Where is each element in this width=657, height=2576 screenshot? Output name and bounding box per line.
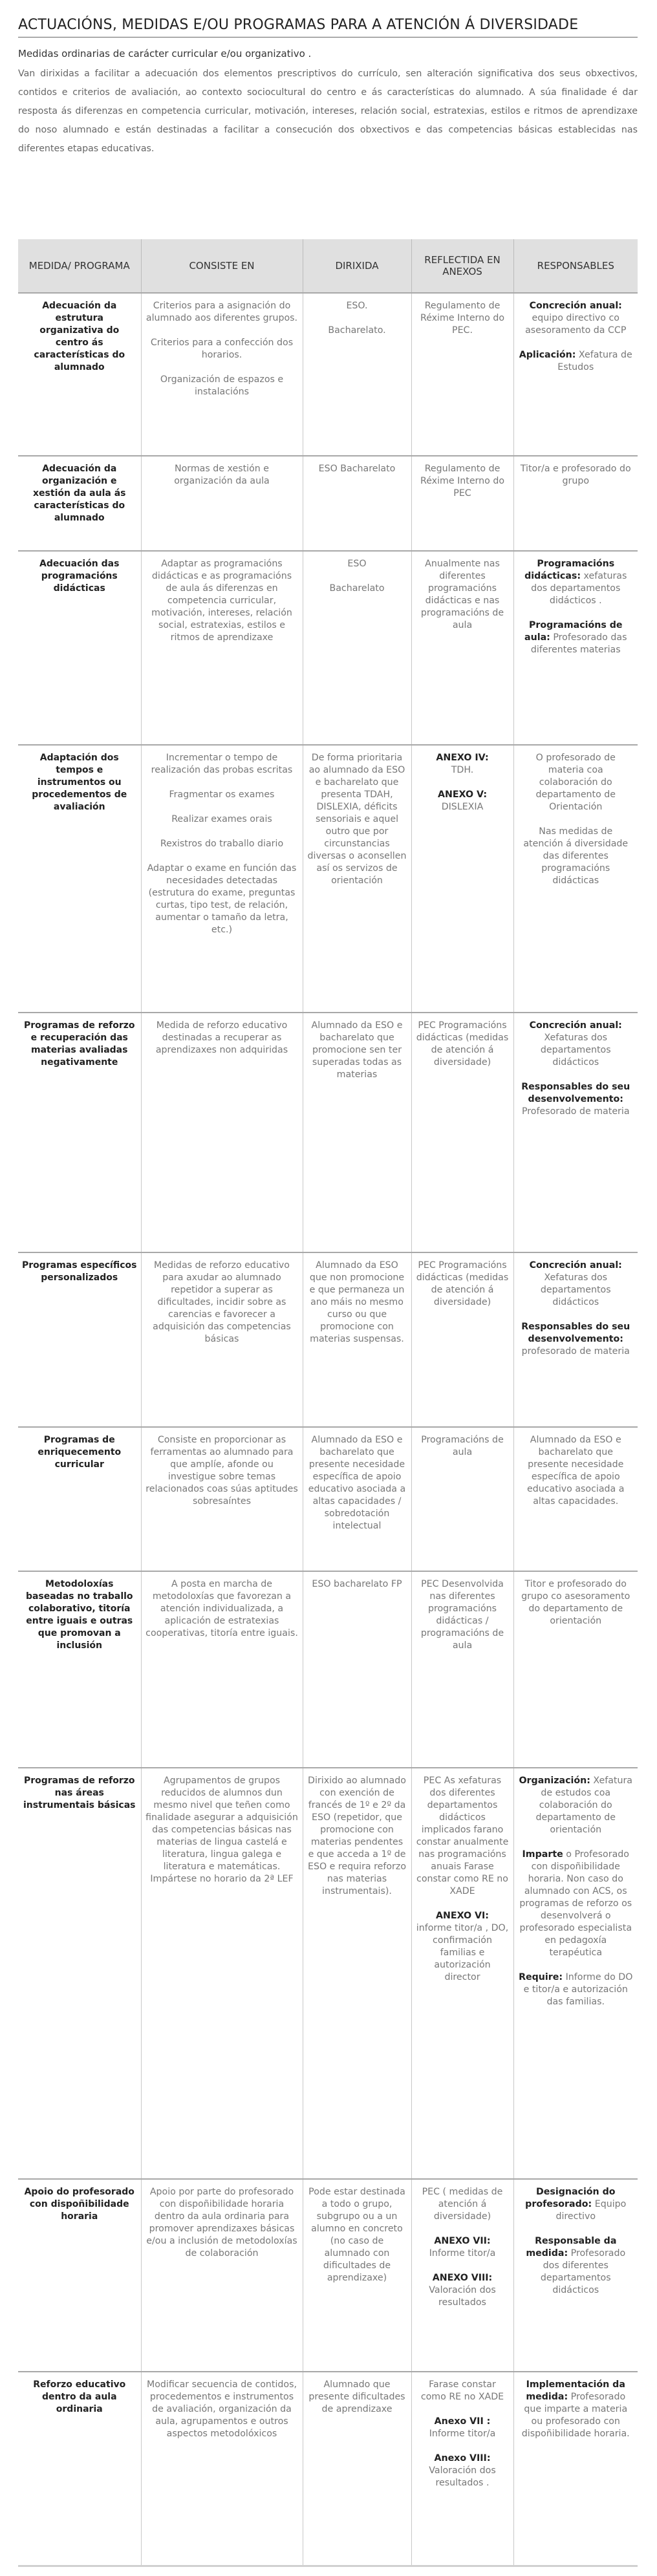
responsables-item-text: Profesorado dos diferentes departamentos didácticos (540, 2248, 626, 2296)
responsables-item (518, 463, 634, 488)
reflectida-item-text: PEC As xefaturas dos diferentes departamentos didácticos implicados farano constar anualmente nas programacións anuais Farase constar como RE no XADE (416, 1776, 509, 1897)
cell-dirixida (303, 551, 411, 745)
responsables-item-text: Profesorado das diferentes materias (530, 632, 627, 655)
cell-responsables (513, 1013, 638, 1252)
responsables-item (518, 1849, 634, 1959)
responsables-item-label: Responsables do seu desenvolvemento: (521, 1321, 630, 1344)
cell-medida: Reforzo educativo dentro da aula ordinaria (33, 2379, 126, 2415)
reflectida-item: PEC Programacións didácticas (medidas de atención á diversidade) (416, 1260, 509, 1307)
responsables-item-label: Implementación da medida: (526, 2379, 625, 2403)
table-row (18, 1252, 638, 1427)
responsables-item-text: Informe do DO e titor/a e autorización das familias. (523, 1972, 633, 2008)
cell-consiste (141, 1252, 303, 1427)
cell-medida: Programas de enriquecemento curricular (38, 1434, 122, 1470)
reflectida-item-label: ANEXO VI: (436, 1911, 489, 1922)
consiste-item: Medida de reforzo educativo destinadas a recuperar as aprendizaxes non adquiridas (155, 1020, 288, 1056)
consiste-item: Organización de espazos e instalacións (160, 374, 284, 397)
table-row (18, 293, 638, 456)
reflectida-item-label: ANEXO VIII: (432, 2273, 493, 2284)
responsables-item (518, 2186, 634, 2223)
cell-dirixida (303, 293, 411, 456)
responsables-item-label: Concreción anual: (529, 1020, 622, 1031)
cell-consiste (141, 1768, 303, 2179)
section-subtitle: Medidas ordinarias de carácter curricular e/ou organizativo . (18, 48, 312, 59)
cell-reflectida (411, 293, 513, 456)
reflectida-item-text: informe titor/a , DO, confirmación familias e autorización director (416, 1923, 509, 1983)
cell-dirixida (303, 2179, 411, 2372)
dirixida-item: De forma prioritaria ao alumnado da ESO e bacharelato que presenta TDAH, DISLEXIA, déficits sensoriais e aquel outro que por circunstancias diversas o aconsellen así os servizos de orientación (307, 752, 407, 886)
cell-responsables (513, 293, 638, 456)
table-body (18, 293, 638, 2566)
table-row (18, 1427, 638, 1571)
dirixida-item: ESO Bacharelato (318, 463, 396, 474)
reflectida-item: Anualmente nas diferentes programacións didácticas e nas programacións de aula (420, 558, 504, 630)
consiste-item: Adaptar o exame en función das necesidades detectadas (estrutura do exame, preguntas curtas, tipo test, de relación, aumentar o tamaño da letra, etc.) (147, 863, 297, 935)
cell-medida: Programas específicos personalizados (22, 1260, 137, 1283)
reflectida-item-label: Anexo VII : (434, 2416, 491, 2427)
cell-reflectida (411, 2179, 513, 2372)
consiste-item: Realizar exames orais (171, 813, 272, 824)
cell-medida: Apoio do profesorado con dispoñibilidade horaria (24, 2187, 135, 2222)
responsables-item (518, 349, 634, 374)
responsables-item (518, 1260, 634, 1309)
dirixida-item: ESO. (346, 301, 368, 311)
consiste-item: Incrementar o tempo de realización das probas escritas (151, 752, 293, 775)
header-medida: MEDIDA/ PROGRAMA (18, 239, 141, 293)
responsables-item-text: profesorado de materia (521, 1346, 630, 1357)
cell-consiste (141, 456, 303, 551)
header-reflectida: REFLECTIDA EN ANEXOS (411, 239, 513, 293)
cell-reflectida (411, 1768, 513, 2179)
responsables-item (518, 1971, 634, 2008)
cell-dirixida (303, 456, 411, 551)
responsables-item-label: Organización: (519, 1776, 590, 1787)
responsables-item (518, 826, 634, 887)
cell-responsables (513, 745, 638, 1013)
reflectida-item-label: ANEXO IV: (436, 752, 489, 763)
cell-consiste (141, 293, 303, 456)
cell-reflectida (411, 1571, 513, 1768)
responsables-item-label: Require: (519, 1972, 563, 1983)
cell-dirixida (303, 1571, 411, 1768)
cell-medida: Metodoloxías baseadas no traballo colaborativo, titoría entre iguais e outras que promovan a inclusión (25, 1579, 133, 1651)
cell-reflectida (411, 1013, 513, 1252)
responsables-item (518, 1020, 634, 1069)
responsables-item-label: Concreción anual: (529, 301, 622, 311)
reflectida-item (416, 1910, 510, 1984)
reflectida-item (416, 1775, 510, 1898)
responsables-item (518, 1434, 634, 1508)
responsables-item (518, 2235, 634, 2297)
reflectida-item: Regulamento de Réxime Interno do PEC. (420, 301, 504, 336)
dirixida-item: Alumnado que presente dificultades de aprendizaxe (308, 2379, 405, 2415)
reflectida-item: Regulamento de Réxime Interno do PEC (420, 463, 504, 499)
cell-reflectida (411, 456, 513, 551)
cell-responsables (513, 2372, 638, 2566)
responsables-item-text: xefaturas dos departamentos didácticos . (531, 570, 627, 606)
reflectida-item (416, 2453, 510, 2489)
reflectida-item-text: Valoración dos resultados (429, 2285, 496, 2308)
consiste-item: Criterios para a asignación do alumnado aos diferentes grupos. (145, 301, 298, 323)
reflectida-item (416, 2379, 510, 2403)
table-row (18, 1571, 638, 1768)
table-row (18, 1013, 638, 1252)
responsables-item-text: Alumnado da ESO e bacharelato que presente necesidade específica de apoio educativo asociada a altas capacidades. (527, 1434, 625, 1507)
responsables-item-text: Xefaturas dos departamentos didácticos (540, 1272, 611, 1307)
responsables-item (518, 1321, 634, 1358)
cell-dirixida (303, 745, 411, 1013)
reflectida-item (416, 789, 510, 813)
cell-consiste (141, 1427, 303, 1571)
cell-responsables (513, 551, 638, 745)
reflectida-item-text: TDH. (451, 764, 474, 775)
dirixida-item: Bacharelato. (328, 325, 386, 336)
cell-consiste (141, 551, 303, 745)
cell-reflectida (411, 1252, 513, 1427)
reflectida-item (416, 2416, 510, 2440)
responsables-item-text: Equipo directivo (555, 2199, 627, 2222)
reflectida-item: PEC Programacións didácticas (medidas de atención á diversidade) (416, 1020, 509, 1068)
reflectida-item (416, 2235, 510, 2260)
responsables-item-text: Xefaturas dos departamentos didácticos (540, 1033, 611, 1068)
reflectida-item-text: Informe titor/a (429, 2429, 496, 2440)
responsables-item (518, 1081, 634, 1118)
consiste-item: Adaptar as programacións didácticas e as programacións de aula ás diferenzas en competencia curricular, motivación, intereses, relación social, estratexias, estilos e ritmos de aprendizaxe (151, 558, 292, 643)
cell-medida: Programas de reforzo nas áreas instrumentais básicas (23, 1776, 136, 1811)
cell-responsables (513, 2179, 638, 2372)
reflectida-item-label: ANEXO V: (438, 789, 487, 800)
consiste-item: Agrupamentos de grupos reducidos de alumnos dun mesmo nivel que teñen como finalidade asegurar a adquisición das competencias básicas nas materias de lingua castelá e literatura, lingua galega e literatura e matemáticas. Impártese no horario da 2ª LEF (145, 1776, 298, 1885)
reflectida-item-text: Valoración dos resultados . (429, 2465, 496, 2489)
intro-paragraph: Van dirixidas a facilitar a adecuación dos elementos prescriptivos do currículo, sen alteración significativa dos seus obxectivos, contidos e criterios de avaliación, ao contexto sociocultural do centro e ás características do alumnado. A súa finalidade é dar resposta ás diferenzas en competencia curricular, motivación, intereses, relación social, estratexias, estilos e ritmos de aprendizaxe do noso alumnado e están destinadas a facilitar a consecución dos obxectivos e das competencias básicas establecidas nas diferentes etapas educativas. (18, 69, 638, 154)
dirixida-item: Alumnado da ESO e bacharelato que presente necesidade específica de apoio educativo asociada a altas capacidades / sobredotación intelectual (308, 1434, 406, 1531)
cell-dirixida (303, 2372, 411, 2566)
cell-reflectida (411, 745, 513, 1013)
cell-reflectida (411, 551, 513, 745)
reflectida-item-text: Farase constar como RE no XADE (420, 2379, 504, 2403)
cell-dirixida (303, 1013, 411, 1252)
dirixida-item: Alumnado da ESO que non promocione e que permaneza un ano máis no mesmo curso ou que promocione con materias suspensas. (309, 1260, 405, 1344)
cell-consiste (141, 1013, 303, 1252)
table-row (18, 551, 638, 745)
responsables-item-text: Nas medidas de atención á diversidade das diferentes programacións didácticas (523, 826, 629, 886)
reflectida-item-text: PEC ( medidas de atención á diversidade) (422, 2187, 503, 2222)
table-row (18, 745, 638, 1013)
header-consiste: CONSISTE EN (141, 239, 303, 293)
reflectida-item (416, 752, 510, 777)
dirixida-item: Dirixido ao alumnado con exención de francés de 1º e 2º da ESO (repetidor, que promocione con materias pendentes e que acceda a 1º de ESO e requira reforzo nas materias instrumentais). (308, 1776, 406, 1897)
cell-responsables (513, 1768, 638, 2179)
dirixida-item: Bacharelato (329, 583, 385, 594)
dirixida-item: ESO (347, 558, 367, 569)
cell-consiste (141, 745, 303, 1013)
cell-medida: Adaptación dos tempos e instrumentos ou procedementos de avaliación (32, 752, 127, 812)
responsables-item (518, 619, 634, 656)
responsables-item-text: O profesorado de materia coa colaboración do departamento de Orientación (535, 752, 616, 812)
responsables-item (518, 300, 634, 337)
cell-consiste (141, 2179, 303, 2372)
reflectida-item-label: Anexo VIII: (434, 2453, 491, 2464)
document-page (18, 17, 638, 2489)
cell-medida: Programas de reforzo e recuperación das materias avaliadas negativamente (23, 1020, 135, 1068)
consiste-item: Criterios para a confección dos horarios. (150, 338, 294, 360)
reflectida-item: Programacións de aula (421, 1434, 504, 1457)
cell-medida: Adecuación da organización e xestión da aula ás características do alumnado (33, 463, 126, 523)
responsables-item-label: Responsables do seu desenvolvemento: (521, 1082, 630, 1105)
reflectida-item-text: DISLEXIA (441, 801, 484, 812)
consiste-item: A posta en marcha de metodoloxías que favorezan a atención individualizada, a aplicación de estratexias cooperativas, titoría entre iguais. (145, 1579, 298, 1639)
responsables-item (518, 1578, 634, 1627)
consiste-item: Medidas de reforzo educativo para axudar ao alumnado repetidor a superar as dificultades, incidir sobre as carencias e favorecer a adquisición das competencias básicas (153, 1260, 291, 1344)
cell-responsables (513, 456, 638, 551)
responsables-item (518, 2379, 634, 2440)
responsables-item (518, 558, 634, 607)
consiste-item: Modificar secuencia de contidos, procedementos e instrumentos de avaliación, organización da aula, agrupamentos e outros aspectos metodolóxicos (146, 2379, 297, 2440)
reflectida-item-label: ANEXO VII: (434, 2236, 491, 2247)
table-row (18, 2372, 638, 2566)
dirixida-item: Alumnado da ESO e bacharelato que promocione sen ter superadas todas as materias (311, 1020, 403, 1080)
header-responsables: RESPONSABLES (513, 239, 638, 293)
cell-medida: Adecuación das programacións didácticas (39, 558, 120, 594)
cell-dirixida (303, 1427, 411, 1571)
consiste-item: Rexistros do traballo diario (160, 838, 284, 849)
responsables-item-label: Concreción anual: (529, 1260, 622, 1271)
responsables-item-label: Aplicación: (519, 350, 576, 360)
reflectida-item: PEC Desenvolvida nas diferentes programacións didácticas / programacións de aula (420, 1579, 504, 1651)
responsables-item-text: Xefatura de Estudos (557, 350, 632, 372)
responsables-item (518, 752, 634, 813)
consiste-item: Apoio por parte do profesorado con dispoñibilidade horaria dentro da aula ordinaria para promover aprendizaxes básicas e/ou a inclusión de metodoloxías de colaboración (146, 2187, 297, 2259)
table-row (18, 456, 638, 551)
consiste-item: Fragmentar os exames (169, 789, 275, 800)
measures-table (18, 239, 638, 2567)
responsables-item-text: Titor/a e profesorado do grupo (520, 463, 631, 486)
responsables-item-text: Titor e profesorado do grupo co asesoramento do departamento de orientación (521, 1579, 630, 1627)
cell-medida: Adecuación da estrutura organizativa do centro ás características do alumnado (34, 301, 125, 372)
cell-reflectida (411, 1427, 513, 1571)
consiste-item: Normas de xestión e organización da aula (174, 463, 270, 486)
page-title: ACTUACIÓNS, MEDIDAS E/OU PROGRAMAS PARA A ATENCIÓN Á DIVERSIDADE (18, 17, 638, 38)
responsables-item-text: o Profesorado con dispoñibilidade horaria. Non caso do alumnado con ACS, os programas de reforzo os desenvolverá o profesorado especialista en pedagoxía terapéutica (519, 1849, 632, 1959)
reflectida-item (416, 2272, 510, 2309)
responsables-item-label: Imparte (522, 1849, 563, 1860)
cell-responsables (513, 1427, 638, 1571)
cell-dirixida (303, 1768, 411, 2179)
responsables-item-label: Programacións de aula: (524, 619, 623, 643)
cell-responsables (513, 1571, 638, 1768)
reflectida-item (416, 2186, 510, 2223)
reflectida-item-text: Informe titor/a (429, 2248, 496, 2259)
responsables-item-label: Programacións didácticas: (524, 558, 615, 581)
dirixida-item: Pode estar destinada a todo o grupo, subgrupo ou a un alumno en concreto (no caso de alumnado con dificultades de aprendizaxe) (308, 2187, 405, 2284)
header-dirixida: DIRIXIDA (303, 239, 411, 293)
table-row (18, 1768, 638, 2179)
consiste-item: Consiste en proporcionar as ferramentas ao alumnado para que amplíe, afonde ou investigue sobre temas relacionados coas súas aptitudes sobresaíntes (145, 1434, 298, 1507)
cell-dirixida (303, 1252, 411, 1427)
responsables-item-label: Responsable da medida: (526, 2236, 617, 2259)
cell-reflectida (411, 2372, 513, 2566)
responsables-item-text: Profesorado de materia (521, 1106, 630, 1117)
table-header-row (18, 239, 638, 293)
responsables-item-text: Xefatura de estudos coa colaboración do departamento de orientación (535, 1776, 632, 1836)
cell-consiste (141, 1571, 303, 1768)
cell-consiste (141, 2372, 303, 2566)
dirixida-item: ESO bacharelato FP (312, 1579, 402, 1590)
responsables-item-label: Designación do profesorado: (525, 2187, 616, 2210)
cell-responsables (513, 1252, 638, 1427)
responsables-item (518, 1775, 634, 1836)
responsables-item-text: Profesorado que imparte a materia ou profesorado con dispoñibilidade horaria. (521, 2392, 630, 2440)
responsables-item-text: equipo directivo co asesoramento da CCP (525, 313, 627, 336)
table-row (18, 2179, 638, 2372)
